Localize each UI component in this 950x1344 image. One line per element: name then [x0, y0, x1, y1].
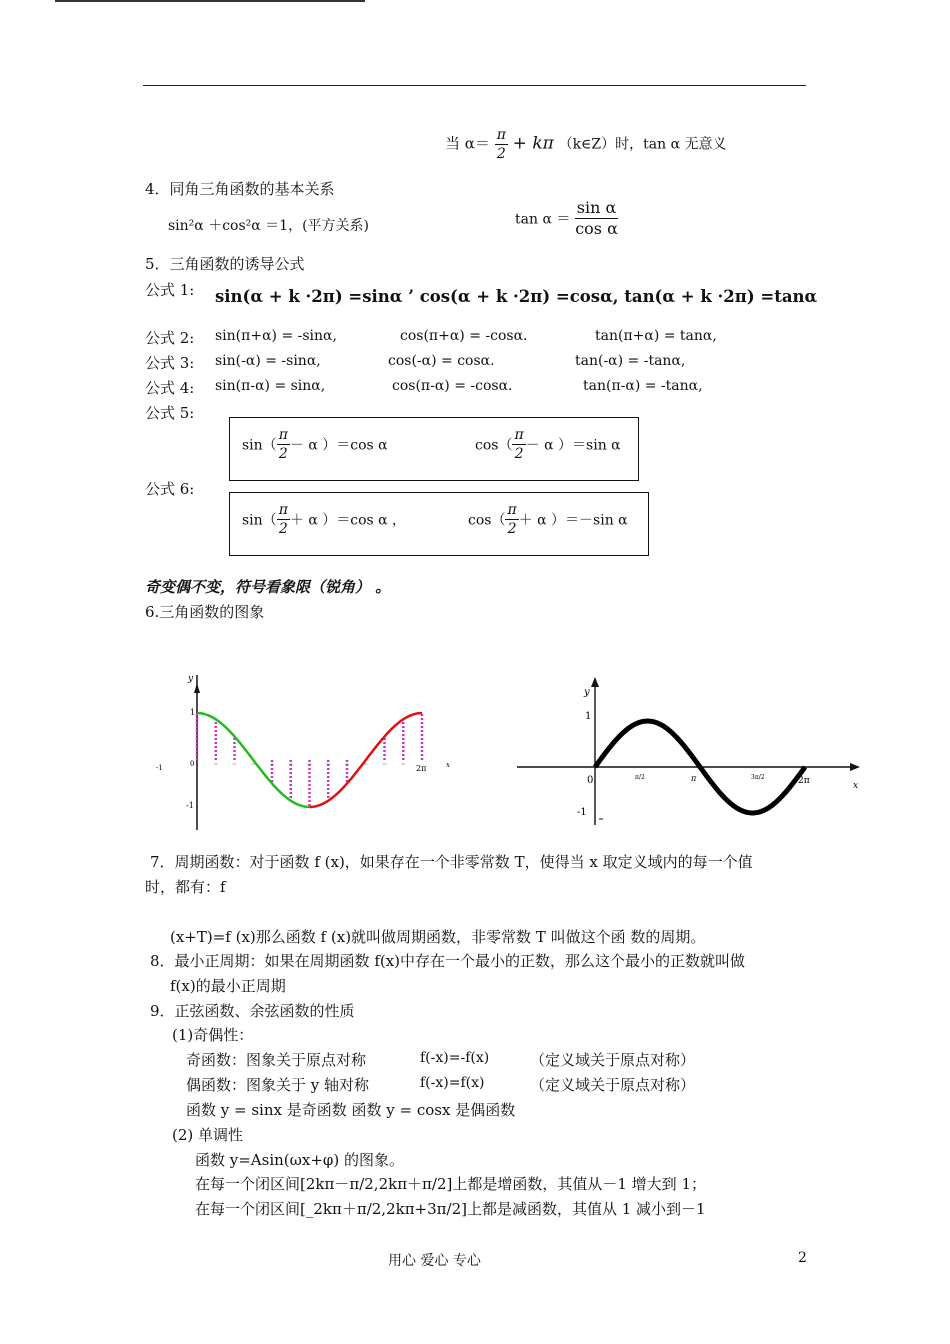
formula2-label: 公式 2:: [145, 329, 195, 347]
formula6-right: cos（ $\frac{\pi}{2}$ ＋ α ）＝－sin α: [468, 502, 628, 537]
sec8-line2: f(x)的最小正周期: [170, 977, 286, 995]
formula4-sin: sin(π-α) = sinα,: [215, 378, 326, 394]
sec9-heading: 9．正弦函数、余弦函数的性质: [150, 1002, 355, 1020]
g2-tick-pi: π: [691, 774, 697, 783]
formula1-label: 公式 1:: [145, 281, 195, 299]
g2-tick-neg1: -1: [577, 807, 587, 818]
sec7-line2: 时，都有：f: [145, 878, 226, 896]
g1-magenta-dropdowns: [197, 713, 422, 807]
formula3-sin: sin(-α) = -sinα,: [215, 353, 321, 369]
sec7-line1: 7．周期函数：对于函数 f (x)，如果存在一个非零常数 T，使得当 x 取定义域内的每一个值: [150, 853, 753, 871]
sec9-sub1: (1)奇偶性：: [172, 1026, 254, 1044]
formula1: sin(α + k ·2π) =sinα ’ cos(α + k ·2π) =cosα, tan(α + k ·2π) =tanα: [215, 287, 818, 306]
even-function-note: （定义域关于原点对称）: [530, 1076, 696, 1094]
g1-tick-0: 0: [190, 760, 195, 768]
formula4-cos: cos(π-α) = -cosα.: [392, 378, 513, 394]
g2-tick-3pi-half: 3π/2: [751, 774, 765, 781]
g1-tick-neg1: -1: [186, 801, 194, 810]
formula4-label: 公式 4:: [145, 379, 195, 397]
g1-tick-2pi: 2π: [416, 764, 427, 773]
sec8-line1: 8．最小正周期：如果在周期函数 f(x)中存在一个最小的正数，那么这个最小的正数就叫做: [150, 952, 746, 970]
formula4-tan: tan(π-α) = -tanα,: [583, 378, 703, 394]
top-fragment-line: [55, 0, 365, 2]
g2-tick-2pi: 2π: [798, 776, 810, 786]
header-rule: [143, 85, 806, 86]
parity-summary: 函数 y = sinx 是奇函数 函数 y = cosx 是偶函数: [186, 1101, 516, 1119]
g1-left-neg1: -1: [156, 764, 163, 772]
formula6-label: 公式 6:: [145, 480, 195, 498]
formula2-tan: tan(π+α) = tanα,: [595, 328, 717, 344]
formula5-left: sin（ $\frac{\pi}{2}$ － α ）＝cos α: [242, 427, 388, 462]
g1-red-curve: [310, 713, 423, 807]
g1-y-label: y: [188, 674, 194, 684]
g2-x-arrow: [850, 763, 860, 771]
graph-left: [150, 665, 460, 835]
formula5-right: cos（ $\frac{\pi}{2}$ － α ）＝sin α: [475, 427, 621, 462]
pi-over-2-fraction: $\frac{\pi}{2}$: [496, 127, 506, 162]
page-number: 2: [798, 1250, 807, 1266]
formula5-box: [229, 417, 639, 481]
formula3-tan: tan(-α) = -tanα,: [575, 353, 686, 369]
tan-relation: tan α ＝ $\frac{\text{sin α}}{\text{cos α}}$: [515, 198, 618, 238]
square-relation: sin²α ＋cos²α ＝1，(平方关系): [168, 218, 369, 234]
mnemonic-rule: 奇变偶不变，符号看象限（锐角） 。: [145, 578, 391, 596]
sec6-heading: 6.三角函数的图象: [145, 603, 265, 621]
formula3-label: 公式 3:: [145, 354, 195, 372]
sec9-sub2: (2) 单调性: [172, 1126, 244, 1144]
formula3-cos: cos(-α) = cosα.: [388, 353, 495, 369]
even-function-desc: 偶函数：图象关于 y 轴对称: [186, 1076, 370, 1094]
graph-right: [515, 675, 865, 835]
formula5-label: 公式 5:: [145, 404, 195, 422]
formula6-left: sin（ $\frac{\pi}{2}$ ＋ α ）＝cos α ，: [242, 502, 407, 537]
g2-y-arrow: [591, 677, 599, 687]
g2-y-label: y: [584, 687, 590, 698]
g2-tick-0: 0: [587, 775, 594, 786]
sec4-heading: 4．同角三角函数的基本关系: [145, 180, 335, 198]
even-function-formula: f(-x)=f(x): [420, 1075, 485, 1091]
monotonic-line1: 函数 y=Asin(ωx+φ) 的图象。: [195, 1151, 405, 1169]
g2-tick-pi-half: π/2: [635, 774, 645, 781]
monotonic-line2: 在每一个闭区间[2kπ－π/2,2kπ＋π/2]上都是增函数，其值从－1 增大到 1；: [195, 1175, 706, 1193]
g1-green-curve: [197, 713, 310, 807]
sec7-line3: (x+T)=f (x)那么函数 f (x)就叫做周期函数，非零常数 T 叫做这个函 数的周期。: [170, 928, 706, 946]
footer-motto: 用心 爱心 专心: [388, 1253, 481, 1269]
undefined-tan-line: 当 α＝ $\frac{\pi}{2}$ + kπ （k∈Z）时，tan α 无意义: [445, 127, 727, 162]
formula2-cos: cos(π+α) = -cosα.: [400, 328, 528, 344]
odd-function-note: （定义域关于原点对称）: [530, 1051, 696, 1069]
g1-tick-1: 1: [190, 708, 196, 717]
g2-tick-1: 1: [585, 711, 592, 722]
monotonic-line3: 在每一个闭区间[_2kπ＋π/2,2kπ+3π/2]上都是减函数，其值从 1 减小到－1: [195, 1200, 706, 1218]
g1-y-arrow: [194, 683, 200, 693]
g2-x-label: x: [853, 781, 859, 791]
odd-function-desc: 奇函数：图象关于原点对称: [186, 1051, 367, 1069]
formula2-sin: sin(π+α) = -sinα,: [215, 328, 337, 344]
g1-x-label: x: [446, 761, 450, 769]
sec5-heading: 5．三角函数的诱导公式: [145, 255, 305, 273]
odd-function-formula: f(-x)=-f(x): [420, 1050, 490, 1066]
formula6-box: [229, 492, 649, 556]
